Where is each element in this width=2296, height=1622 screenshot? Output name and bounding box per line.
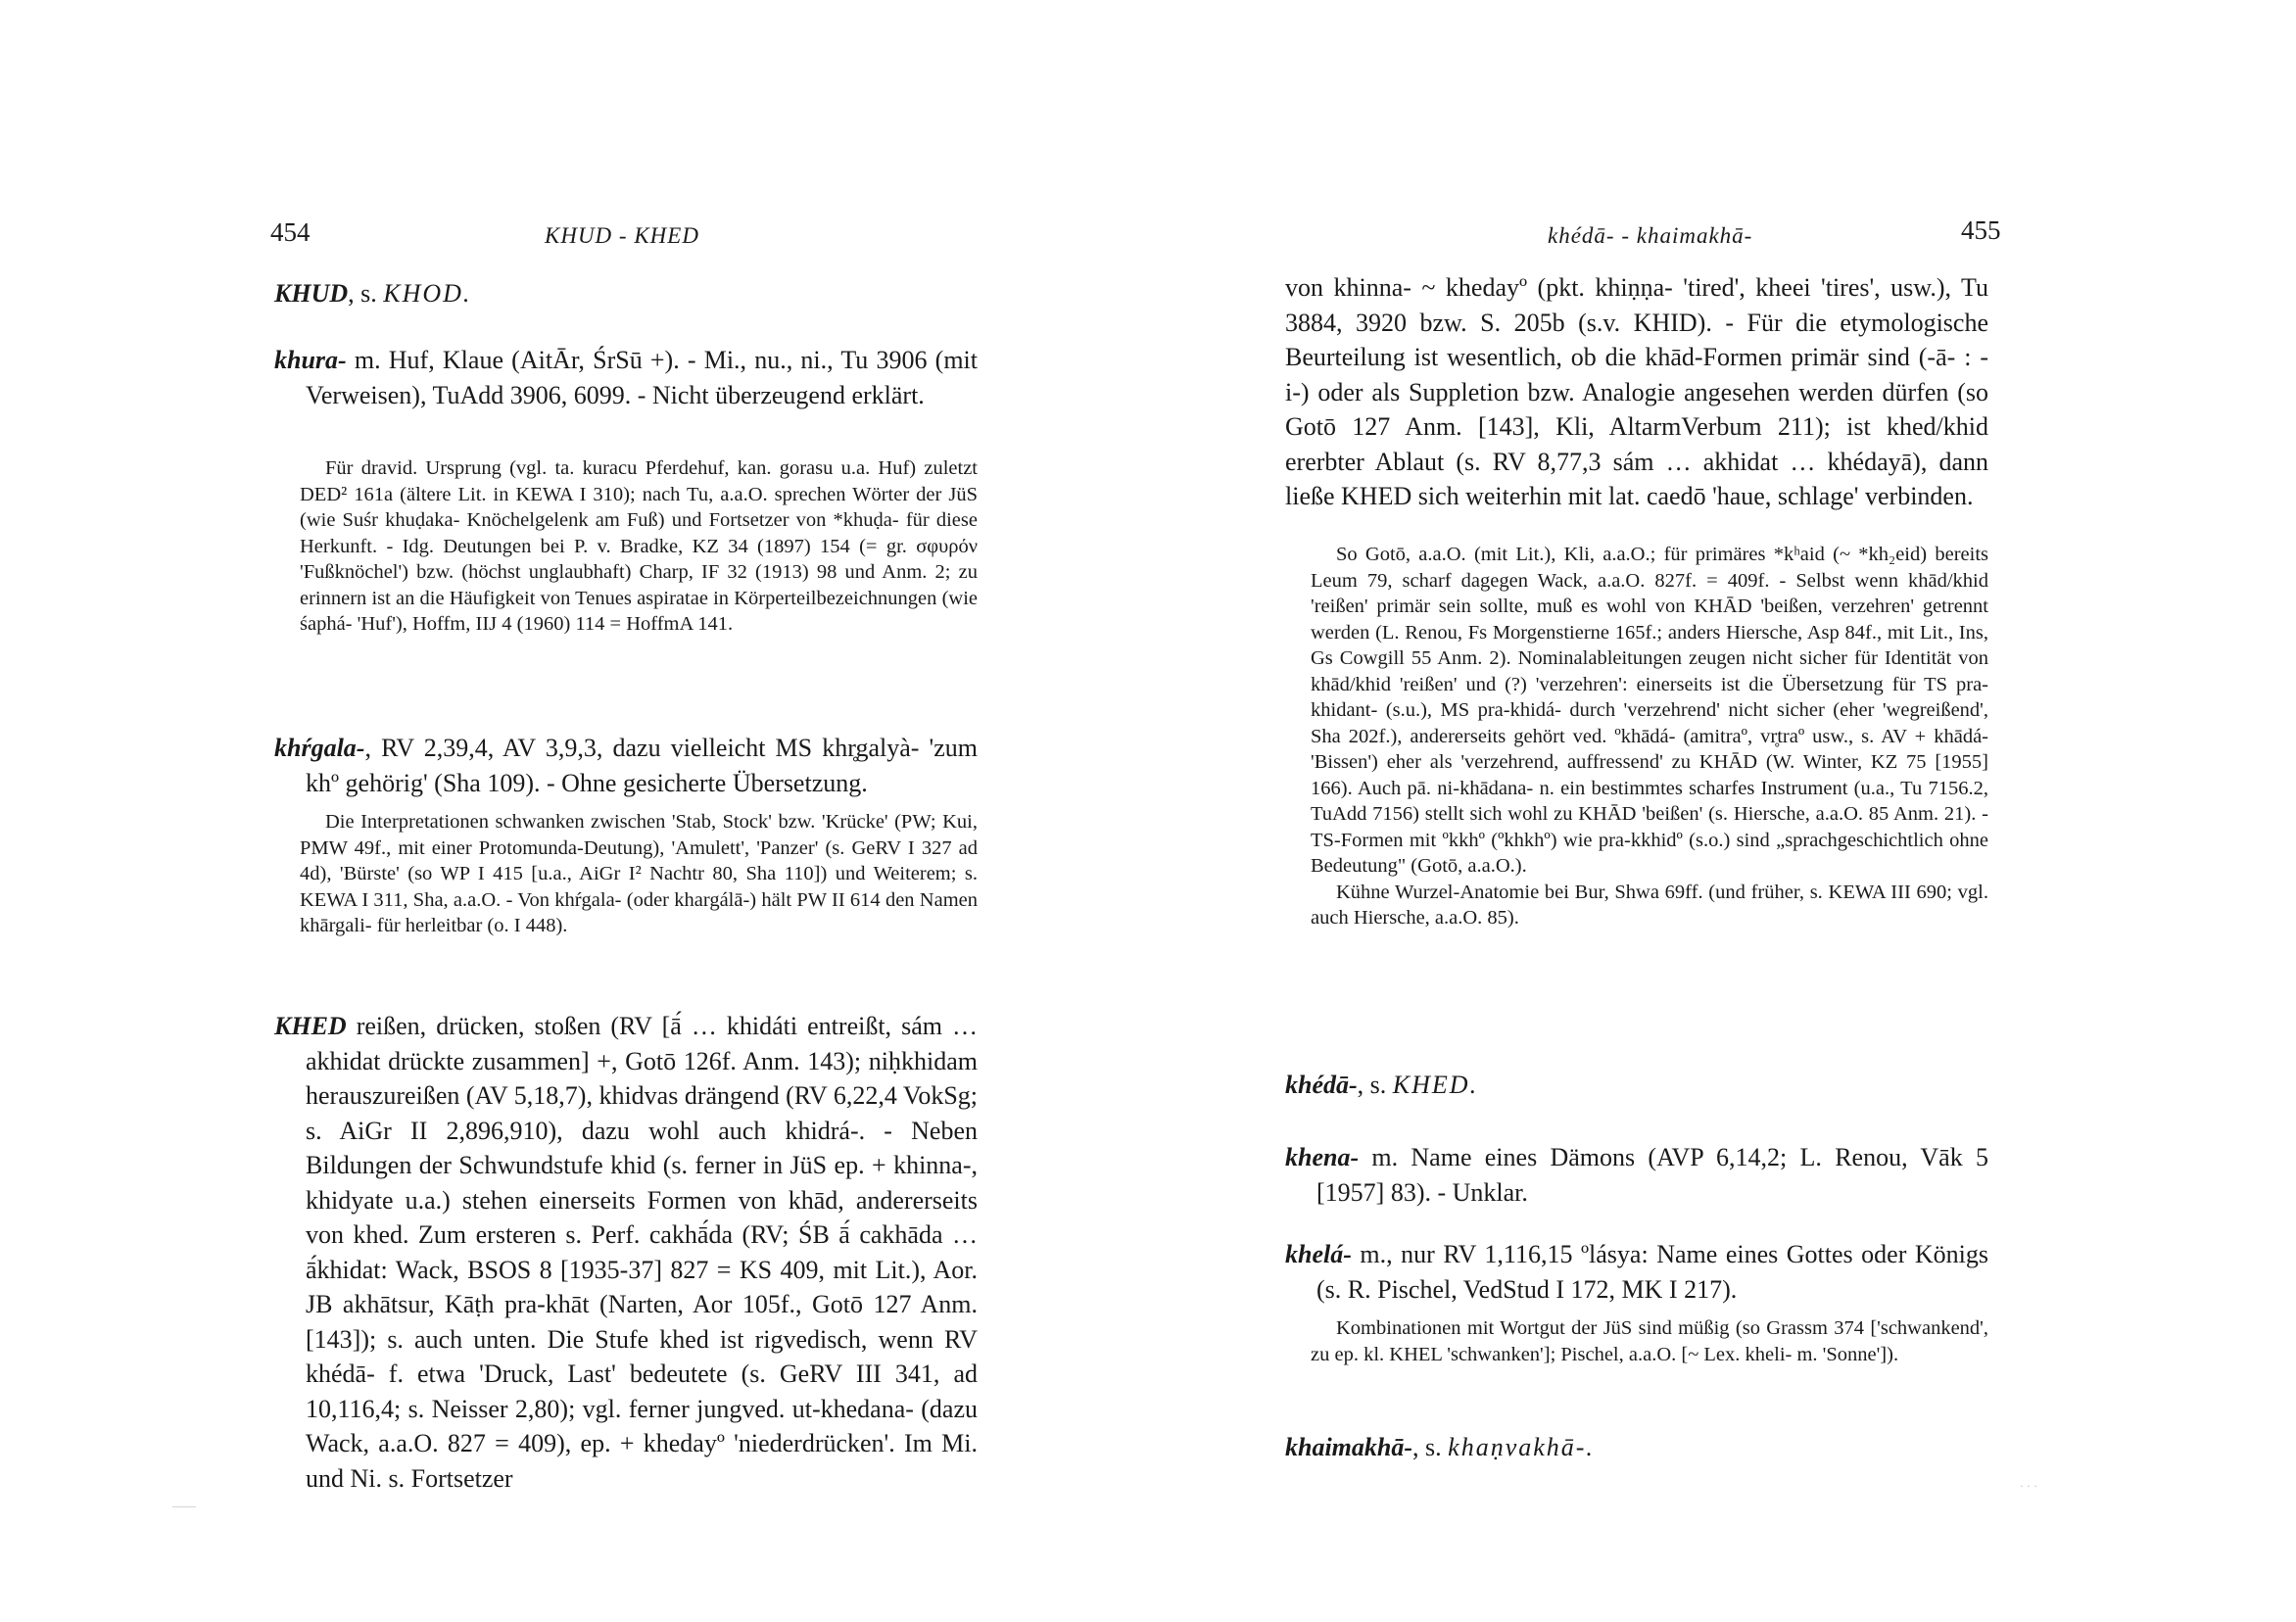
note-text: Die Interpretationen schwanken zwischen 'Stab, Stock' bzw. 'Krücke' (PW; Kui, PMW 49f., mit einer Protomunda-Deutung), 'Amulett', 'Panzer' (s. GeRV I 327 ad 4d), 'Bürste' (so WP I 415 [u.a., AiGr I² Nachtr 80, Sha 110]) und Weiterem; s. KEWA I 311, Sha, a.a.O. - Von khŕgala- (oder khargálā-) hält PW II 614 den Namen khārgali- für herleitbar (o. I 448). (300, 811, 978, 936)
cross-reference: KHED. (1392, 1071, 1479, 1099)
headword: KHED (274, 1012, 347, 1040)
entry-khura (274, 343, 978, 412)
entry-text: , s. (1357, 1071, 1393, 1099)
entry-khrgala-note (274, 809, 978, 939)
entry-text: reißen, drücken, stoßen (RV [ā́ … khidáti entreißt, sám … akhidat drückte zusammen] +, Gotō 126f. Anm. 143); niḥkhidam herauszureißen (AV 5,18,7), khidvas drängend (RV 6,22,4 VokSg; s. AiGr II 2,896,910), dazu wohl auch khidrá-. - Neben Bildungen der Schwundstufe khid (s. ferner in JüS ep. + khinna-, khidyate u.a.) stehen einerseits Formen von khād, andererseits von khed. Zum ersteren s. Perf. cakhā́da (RV; ŚB ā́ cakhāda … ā́khidat: Wack, BSOS 8 [1935-37] 827 = KS 409, mit Lit.), Aor. JB akhātsur, Kāṭh pra-khāt (Narten, Aor 105f., Gotō 127 Anm. [143]); s. auch unten. Die Stufe khed ist rigvedisch, wenn RV khédā- f. etwa 'Druck, Last' bedeutete (s. GeRV III 341, ad 10,116,4; s. Neisser 2,80); vgl. ferner jungved. ut-khedana- (dazu Wack, a.a.O. 827 = 409), ep. + khedayº 'niederdrücken'. Im Mi. und Ni. s. Fortsetzer (306, 1012, 978, 1493)
page-number: 455 (1961, 215, 2001, 245)
entry-text: m. Name eines Dämons (AVP 6,14,2; L. Renou, Vāk 5 [1957] 83). - Unklar. (1316, 1143, 1988, 1207)
headword: KHUD (274, 279, 349, 308)
page-number: 454 (270, 217, 311, 247)
entry-khela (1285, 1237, 1988, 1307)
entry-khrgala (274, 731, 978, 800)
entry-khud (274, 276, 978, 311)
note-text: Kühne Wurzel-Anatomie bei Bur, Shwa 69ff. (und früher, s. KEWA III 690; vgl. auch Hiersche, a.a.O. 85). (1311, 881, 1988, 929)
entry-text: m. Huf, Klaue (AitĀr, ŚrSū +). - Mi., nu., ni., Tu 3906 (mit Verweisen), TuAdd 3906, 6099. - Nicht überzeugend erklärt. (306, 346, 978, 409)
headword: khena- (1285, 1143, 1360, 1171)
entry-text: m., nur RV 1,116,15 ºlásya: Name eines Gottes oder Königs (s. R. Pischel, VedStud I 172, MK I 217). (1316, 1240, 1988, 1304)
khed-continuation-note (1285, 542, 1988, 931)
scan-mark: · · · (2020, 1479, 2037, 1493)
continuation-text: von khinna- ~ khedayº (pkt. khiṇṇa- 'tired', kheei 'tires', usw.), Tu 3884, 3920 bzw. S. 205b (s.v. KHID). - Für die etymologische Beurteilung ist wesentlich, ob die khād-Formen primär sind (-ā- : -i-) oder als Suppletion bzw. Analogie angesehen werden dürfen (so Gotō 127 Anm. [143], Kli, AltarmVerbum 211); ist khed/khid ererbter Ablaut (s. RV 8,77,3 sám … akhidat … khédayā), dann ließe KHED sich weiterhin mit lat. caedō 'haue, schlage' verbinden. (1285, 273, 1988, 510)
cross-reference: KHOD. (383, 279, 472, 308)
headword: khaimakhā- (1285, 1433, 1413, 1461)
note-text: So Gotō, a.a.O. (mit Lit.), Kli, a.a.O.; für primäres *kʰaid (~ *kh₂eid) bereits Leum 79, scharf dagegen Wack, a.a.O. 827f. = 409f. - Selbst wenn khād/khid 'reißen' primär sein sollte, muß es wohl von KHĀD 'beißen, verzehren' getrennt werden (L. Renou, Fs Morgenstierne 165f.; anders Hiersche, Asp 84f., mit Lit., Ins, Gs Cowgill 55 Anm. 2). Nominalableitungen zeugen nicht sicher für Identität von khād/khid 'reißen' und (?) 'verzehren': einerseits ist die Übersetzung für TS pra-khidant- (s.u.), MS pra-khidá- durch 'verzehrend' nicht sicher (eher 'wegreißend', Sha 202f.), andererseits gehört ved. ºkhādá- (amitraº, vr̥traº usw., s. AV + khādá- 'Bissen') eher als 'verzehrend, auffressend' zu KHĀD (W. Winter, KZ 75 [1955] 166). Auch pā. ni-khādana- n. ein bestimmtes scharfes Instrument (u.a., Tu 7156.2, TuAdd 7156) stellt sich wohl zu KHĀD 'beißen' (s. Hiersche, a.a.O. 85 Anm. 21). - TS-Formen mit ºkkhº (ºkhkhº) wie pra-kkhidº (s.o.) sind „sprachgeschichtlich ohne Bedeutung" (Gotō, a.a.O.). (1311, 544, 1988, 877)
entry-kheda (1285, 1068, 1988, 1103)
headword: khura- (274, 346, 347, 374)
entry-text: , s. (1412, 1433, 1449, 1461)
entry-text: , RV 2,39,4, AV 3,9,3, dazu vielleicht MS khr̥galyà- 'zum khº gehörig' (Sha 109). - Ohne gesicherte Übersetzung. (306, 734, 978, 797)
headword: khelá- (1285, 1240, 1352, 1268)
note-text: Für dravid. Ursprung (vgl. ta. kuracu Pferdehuf, kan. gorasu u.a. Huf) zuletzt DED² 161a (ältere Lit. in KEWA I 310); nach Tu, a.a.O. sprechen Wörter der JüS (wie Suśr khuḍaka- Knöchelgelenk am Fuß) und Fortsetzer von *khuḍa- für diese Herkunft. - Idg. Deutungen bei P. v. Bradke, KZ 34 (1897) 154 (= gr. σφυρόν 'Fußknöchel') bzw. (höchst unglaubhaft) Charp, IF 32 (1913) 98 und Anm. 2; zu erinnern ist an die Häufigkeit von Tenues aspiratae in Körperteilbezeichnungen (wie śaphá- 'Huf'), Hoffm, IIJ 4 (1960) 114 = HoffmA 141. (300, 457, 978, 635)
entry-khaimakha (1285, 1430, 1988, 1465)
entry-khena (1285, 1140, 1988, 1210)
note-text: Kombinationen mit Wortgut der JüS sind müßig (so Grassm 374 ['schwankend', zu ep. kl. KHEL 'schwanken']; Pischel, a.a.O. [~ Lex. kheli- m. 'Sonne']). (1311, 1317, 1988, 1365)
scan-mark: —— (172, 1499, 196, 1512)
headword: khŕgala- (274, 734, 365, 762)
right-page (1148, 0, 2296, 1622)
entry-text: , s. (348, 279, 384, 308)
khed-continuation (1285, 270, 1988, 514)
headword: khédā- (1285, 1071, 1358, 1099)
cross-reference: khaṇvakhā-. (1448, 1433, 1595, 1461)
running-head: khédā- - khaimakhā- (1548, 223, 1753, 248)
entry-khura-note (274, 455, 978, 638)
entry-khela-note (1285, 1315, 1988, 1367)
entry-khed (274, 1009, 978, 1496)
running-head: KHUD - KHED (545, 223, 699, 248)
